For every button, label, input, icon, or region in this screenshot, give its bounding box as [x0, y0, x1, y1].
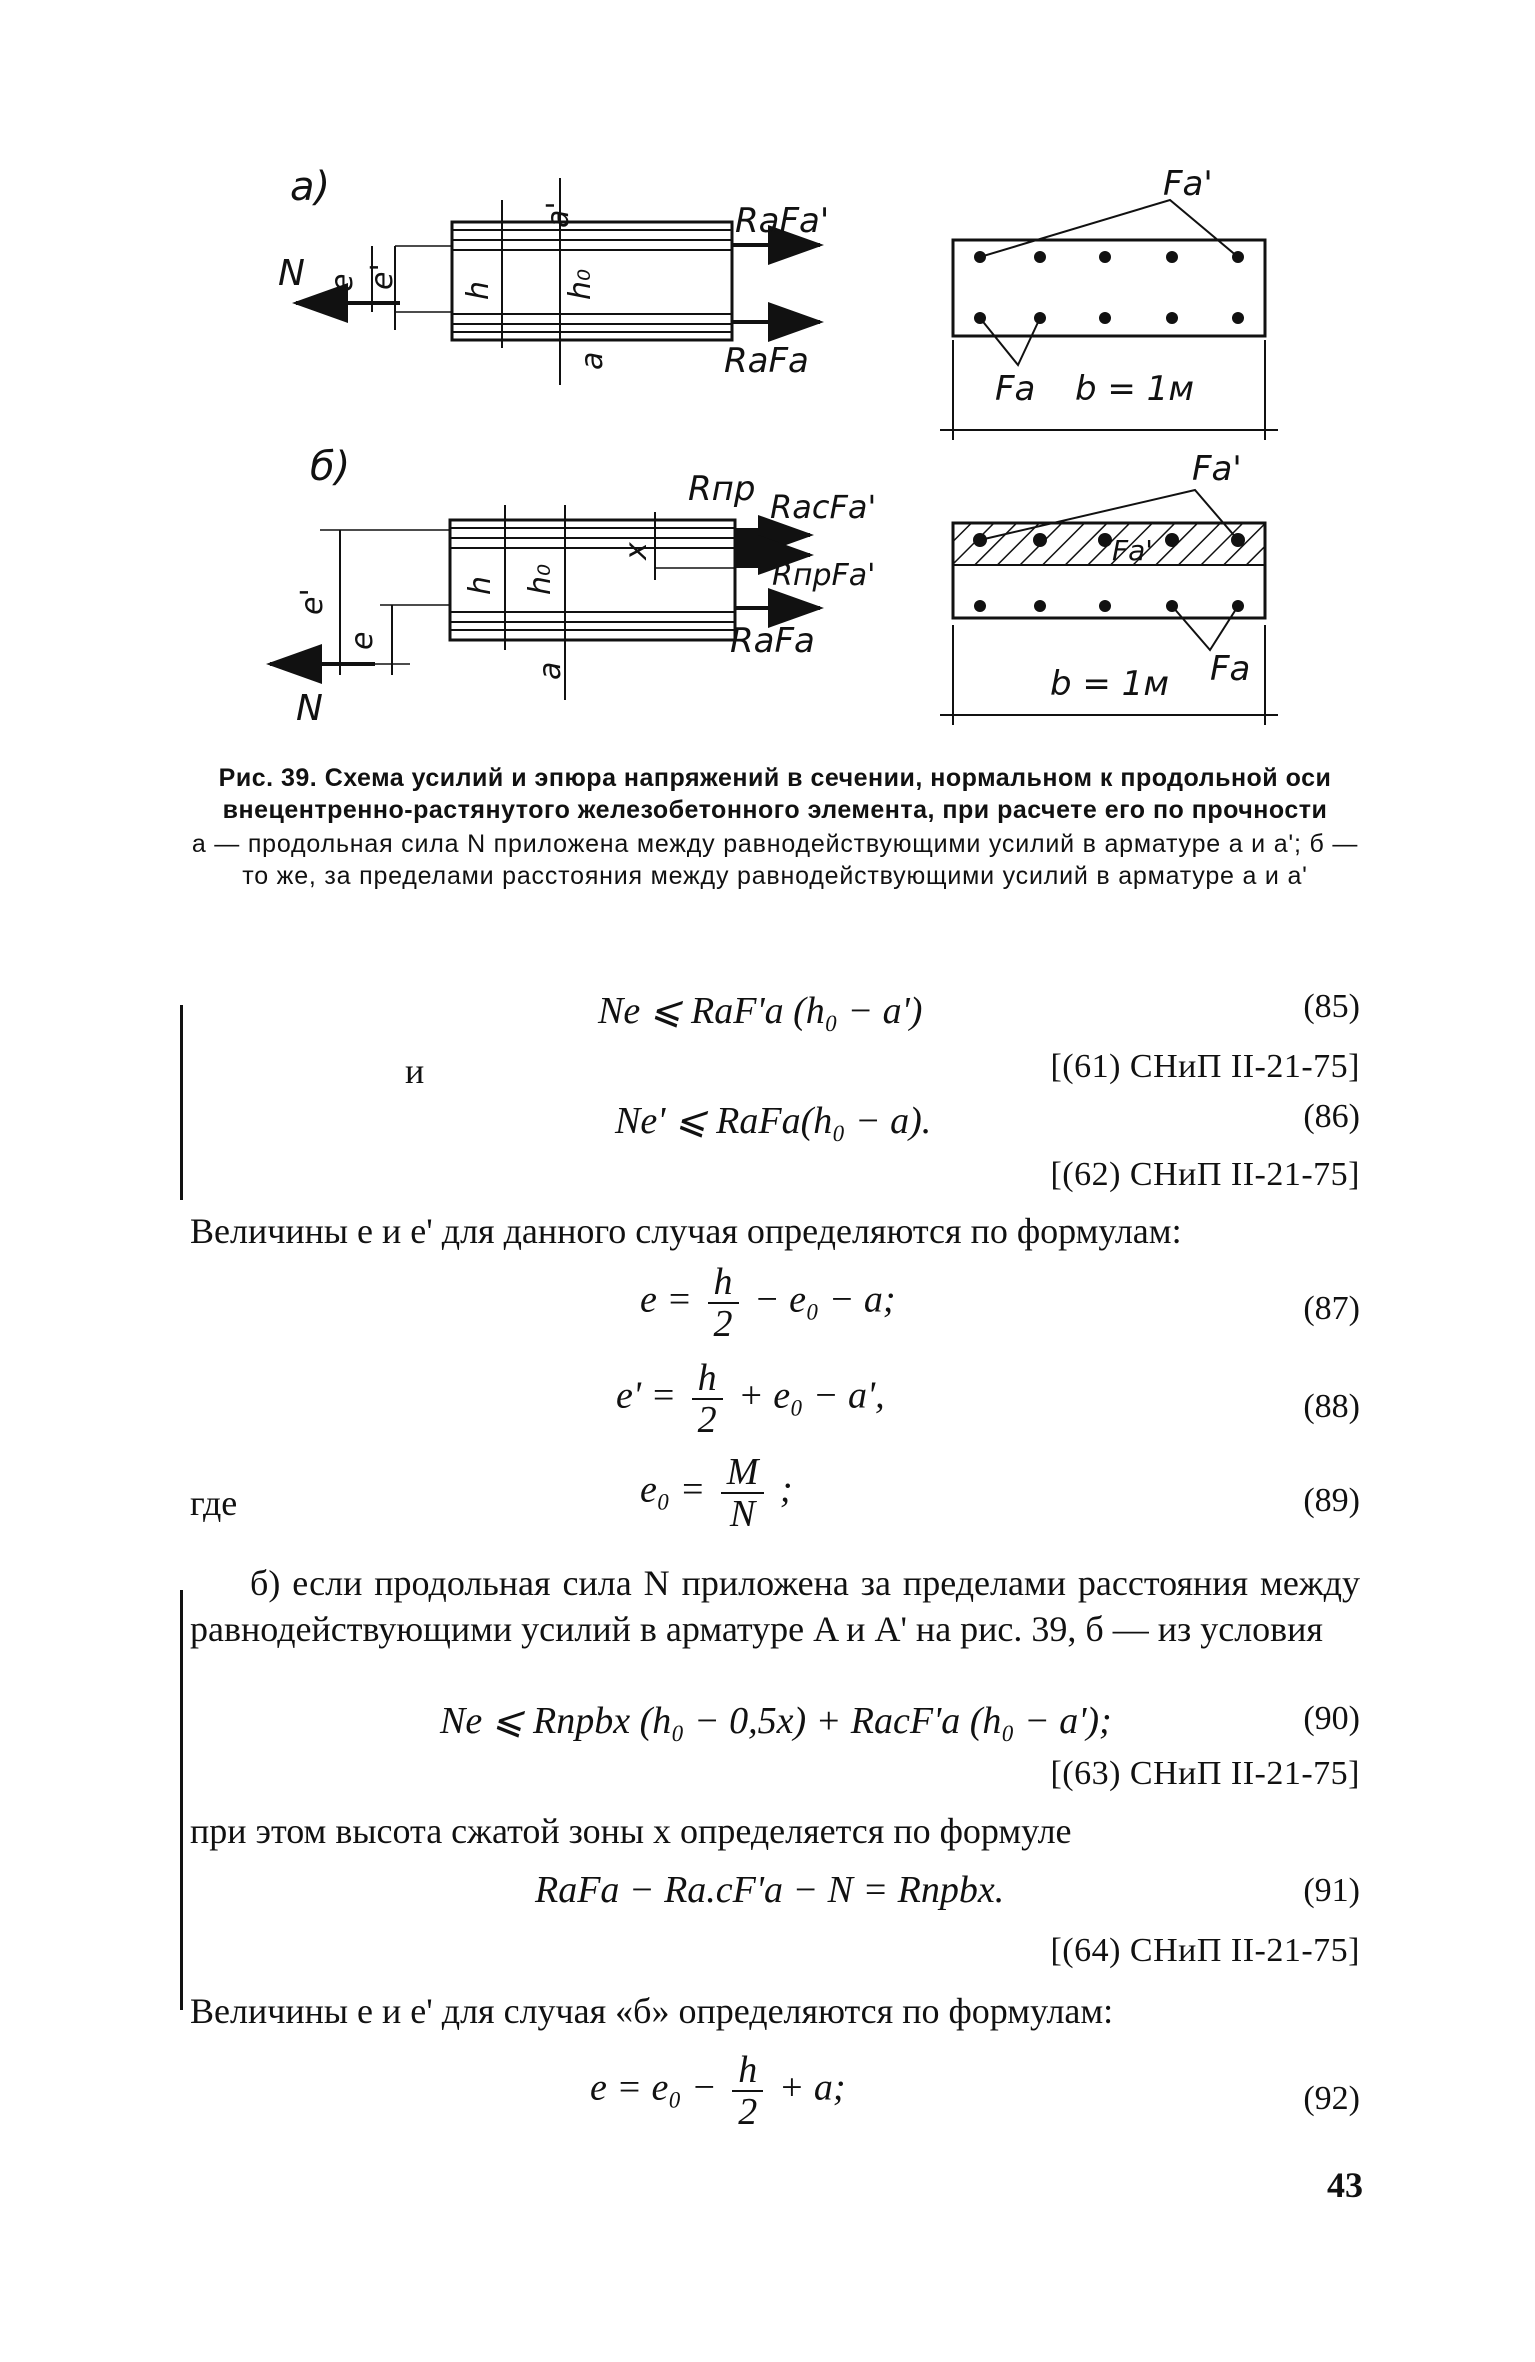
- equation-88: [616, 1358, 885, 1440]
- caption-title: Рис. 39. Схема усилий и эпюра напряжений в сечении, нормальном к продольной оси внецентренно-растянутого железобетонного элемента, при расчете его по прочности: [218, 764, 1332, 824]
- label-RaFa-prime-a: RaFa': [735, 201, 830, 241]
- frac-den: 2: [713, 1303, 733, 1345]
- label-RaFa-b: RaFa: [730, 621, 815, 661]
- equation-number-90: (90): [1303, 1700, 1360, 1737]
- equation-89-lhs: e₀ =: [640, 1468, 706, 1511]
- frac-den: 2: [697, 1399, 717, 1441]
- label-e-a: e: [325, 273, 360, 292]
- label-Fa-prime-section-b: Fa': [1192, 449, 1242, 489]
- equation-87-lhs: e =: [640, 1278, 693, 1321]
- caption-legend: [190, 828, 1360, 892]
- margin-bar-1: [180, 1005, 183, 1200]
- equation-86: Ne' ⩽ RaFa(h₀ − a).: [615, 1100, 932, 1142]
- label-b-width-b: b = 1м: [1050, 664, 1169, 704]
- equation-number-86: (86): [1303, 1098, 1360, 1135]
- reference-63: [(63) СНиП II-21-75]: [1050, 1755, 1360, 1792]
- equation-92-lhs: e = e₀ −: [590, 2066, 717, 2109]
- label-e-b: e: [345, 631, 380, 650]
- figure-39: [0, 0, 1535, 745]
- paragraph-4: Величины e и e' для случая «б» определяются по формулам:: [190, 1991, 1114, 2031]
- paragraph-2: б) если продольная сила N приложена за пределами расстояния между равнодействующими усилий в арматуре A и A' на рис. 39, б — из условия: [190, 1563, 1360, 1649]
- fraction-h-over-2-92: [732, 2050, 763, 2132]
- label-RaFa-a: RaFa: [724, 341, 809, 381]
- equation-89-rhs: ;: [779, 1468, 793, 1511]
- page-number: 43: [1327, 2165, 1363, 2205]
- equation-92-rhs: + a;: [778, 2066, 846, 2109]
- conjunction-and: и: [405, 1051, 425, 1091]
- frac-num: M: [721, 1452, 765, 1494]
- frac-num: h: [692, 1358, 723, 1400]
- equation-88-rhs: + e₀ − a',: [738, 1374, 885, 1417]
- equation-number-91: (91): [1303, 1872, 1360, 1909]
- fraction-h-over-2-87: [708, 1262, 739, 1344]
- paragraph-3: при этом высота сжатой зоны x определяется по формуле: [190, 1811, 1072, 1851]
- frac-den: N: [729, 1493, 756, 1535]
- paragraph-1: Величины e и e' для данного случая определяются по формулам:: [190, 1211, 1182, 1251]
- rebar-dots-bottom-b: [974, 600, 1244, 612]
- caption-legend-a: а — продольная сила N приложена между равнодействующими усилий в арматуре а и а';: [191, 830, 1302, 858]
- figure-caption: [190, 762, 1360, 892]
- label-h-b: h: [463, 575, 498, 595]
- label-Fa-prime-section-a: Fa': [1163, 164, 1213, 204]
- where-label: где: [190, 1483, 238, 1523]
- label-b-width-a: b = 1м: [1075, 369, 1194, 409]
- panel-a-cross-section: [940, 164, 1278, 440]
- equation-87-rhs: − e₀ − a;: [754, 1278, 896, 1321]
- label-N-b: N: [296, 688, 323, 729]
- label-N-a: N: [278, 253, 305, 294]
- panel-label-a: а): [290, 164, 331, 210]
- label-a-b: a: [533, 661, 568, 680]
- label-x-b: x: [619, 542, 654, 560]
- equation-number-88: (88): [1303, 1388, 1360, 1425]
- equation-89: [640, 1452, 793, 1534]
- reference-64: [(64) СНиП II-21-75]: [1050, 1932, 1360, 1969]
- rebar-dots-top-a: [974, 251, 1244, 263]
- equation-87: [640, 1262, 896, 1344]
- equation-number-89: (89): [1303, 1482, 1360, 1519]
- frac-num: h: [732, 2050, 763, 2092]
- panel-a-longitudinal: [278, 164, 829, 385]
- fraction-M-over-N: [721, 1452, 765, 1534]
- label-h-a: h: [461, 280, 496, 300]
- label-Fa-section-a: Fa: [995, 369, 1036, 409]
- label-Fa-section-b: Fa: [1210, 649, 1251, 689]
- equation-90: Ne ⩽ Rпрbx (h₀ − 0,5x) + RacF'a (h₀ − a');: [440, 1700, 1112, 1742]
- label-e-prime-a: e': [365, 263, 400, 290]
- label-a-prime-a: a': [541, 201, 576, 228]
- panel-label-b: б): [310, 444, 351, 490]
- equation-92: [590, 2050, 846, 2132]
- frac-den: 2: [738, 2091, 758, 2133]
- equation-91: RaFa − Ra.cF'a − N = Rпрbx.: [535, 1869, 1005, 1911]
- equation-85: Ne ⩽ RaF'a (h₀ − a'): [598, 990, 923, 1032]
- panel-b-cross-section: [940, 449, 1278, 725]
- label-Rpr-b: Rпр: [688, 469, 756, 509]
- label-RacFa-prime-b: RacFa': [770, 488, 877, 526]
- equation-number-85: (85): [1303, 988, 1360, 1025]
- equation-88-lhs: e' =: [616, 1374, 677, 1417]
- reference-61: [(61) СНиП II-21-75]: [1050, 1048, 1360, 1085]
- equation-number-92: (92): [1303, 2080, 1360, 2117]
- label-h0-b: h₀: [523, 563, 558, 595]
- caption-legend-b: б — то же, за пределами расстояния между равнодействующими усилий в арматуре а и а': [242, 830, 1359, 890]
- rebar-dots-bottom-a: [974, 312, 1244, 324]
- label-RprFa-prime-b: RпрFa': [772, 558, 876, 593]
- label-a-a: a: [575, 351, 610, 370]
- label-h0-a: h₀: [563, 268, 598, 300]
- margin-bar-2: [180, 1590, 183, 2010]
- equation-number-87: (87): [1303, 1290, 1360, 1327]
- reference-62: [(62) СНиП II-21-75]: [1050, 1156, 1360, 1193]
- panel-b-longitudinal: [270, 444, 876, 729]
- label-Fa-prime-inside-b: Fa': [1112, 534, 1153, 567]
- fraction-h-over-2-88: [692, 1358, 723, 1440]
- frac-num: h: [708, 1262, 739, 1304]
- label-e-prime-b: e': [295, 588, 330, 615]
